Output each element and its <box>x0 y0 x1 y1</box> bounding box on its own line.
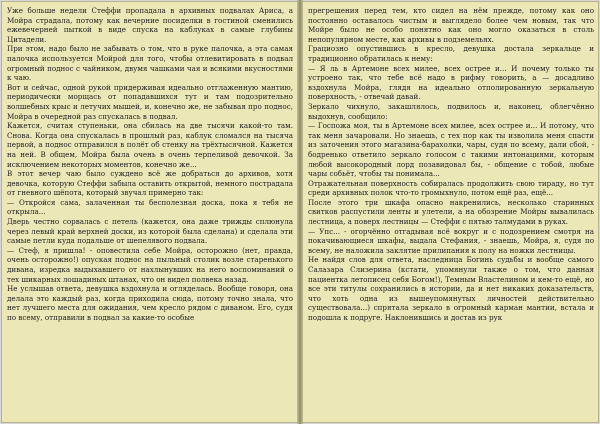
paragraph: — Откройся сама, залаченная ты бесполезная доска, пока я тебя не открыла... <box>7 197 293 217</box>
paragraph: Грациозно опустившись в кресло, девушка достала зеркальце и традиционно обратилась к нему: <box>308 44 594 63</box>
paragraph: Не найдя слов для ответа, наследница Богинь судьбы и вообще самого Салазара Слизерина (кстати, упомянули также о том, что данная пациентка летописец себя Богом!), Темным Властелином и кем-то ещё, но все эти титулы сохранились в истории, да и нет никаких доказательств, что хоть одна из вышеупомянутых личностей действительно существовала...) спрятала зеркало в огромный карман мантии, встала и подошла к подруге. Наклонившись и достав из рук <box>308 255 594 322</box>
paragraph: Вот и сейчас, одной рукой придерживая идеально отглаженную мантию, периодически морщась от попадавшихся тут и там подозрительно волшебных крыс и летучих мышей, и, конечно же, не забывая про поднос, Мойра в очередной раз спускалась в подвал. <box>7 82 293 121</box>
paragraph: — Стеф, я пришла! - оповестила себе Мойра, осторожно (нет, правда, очень осторожно!) опуская поднос на пыльный столик возле старенького дивана, изредка выдыхавшего от нахлынувших на него воспоминаний о тех шикарных лошадиных штанах, что он видел полвека назад. <box>7 245 293 284</box>
left-page <box>2 2 297 422</box>
paragraph: В этот вечер чаю было суждено всё же добраться до архивов, хотя девочка, которую Стеффи забыла оставить открытой, немного пострадала от гневного шёпота, который звучал примерно так: <box>7 169 293 198</box>
right-page-text <box>308 6 594 420</box>
paragraph: — Госпожа моя, ты в Артемоне всех милее, всех острее и... И потому, что так меня зачаровали. Но знаешь, с тех пор как ты изволила меня спасти из заточения этого магазина-барахолки, чары, судя по всему, дали сбой, - бодренько ответило зеркало голосом с такими интонациями, которым любой высокородный лорд позавидовал бы, - общение с тобой, любые чары собьёт, чтобы ты понимала... <box>308 121 594 179</box>
paragraph: При этом, надо было не забывать о том, что в руке палочка, а эта самая палочка используется Мойрой для того, чтобы отлевитировать в подвал огромный поднос с чайником, двумя чашками чая и всякими вкусностями к чаю. <box>7 44 293 83</box>
paragraph: прегрешения перед тем, кто сидел на нём прежде, потому как оно постоянно оставалось чистым и выглядело более чем новым, так что Мойре было не особо понятно как оно могло оказаться в столь непопулярном месте, как архивы в подземельях. <box>308 6 594 44</box>
paragraph: Не услышав ответа, девушка вздохнула и огляделась. Вообще говоря, она делала это каждый раз, когда приходила сюда, потому точно знала, что нет лучшего места для ожидания, чем кресло рядом с диваном. Его, судя по всему, отправили в подвал за какие-то особые <box>7 284 293 322</box>
paragraph: Кажется, считая ступеньки, она сбилась на две тысячи какой-то там. Снова. Когда она спускалась в прошлый раз, каблук сломался на тысяча первой, а поднос отправился в полёт об стенку на трёхтысячной. Кажется на ней. В общем, Мойра была очень в очень терпеливой девочкой. За исключением некоторых моментов, конечно же... <box>7 121 293 169</box>
paragraph: — Упс... - огорчённо отгадывая всё вокруг и с подозрением смотря на покачивающиеся шкафы, выдала Стефания, - знаешь, Мойра, я, судя по всему, не наложила заклятие прилипания к полу на ножки лестницы. <box>308 226 594 255</box>
paragraph: — Я ль в Артемоне всех милее, всех острее и... И почему только ты устроено так, что тебе всё надо в рифму говорить, а — досадливо вздохнула Мойра, глядя на идеально отполированную зеркальную поверхность, - отвечай давай. <box>308 63 594 102</box>
paragraph: После этого три шкафа опасно накренились, несколько старинных свитков распустили ленты и улетели, а на обозрение Мойры вывалилась лестница, а поверх лестницы — Стеффи с пятью талмудами в руках. <box>308 197 594 227</box>
left-page-text <box>7 6 293 420</box>
paragraph: Дверь честно сорвалась с петель (кажется, она даже трижды сплюнула через левый край верхней доски, из которой была сделана) и сделала эти самые петли куда подальше от шепелявого подвала. <box>7 217 293 246</box>
right-page <box>303 2 598 422</box>
paragraph: Уже больше недели Стеффи пропадала в архивных подвалах Ариса, а Мойра страдала, потому как вечерние посиделки в гостиной сменились ежевечерней пыткой в виде спуска на каблуках в самые глубины Цитадели. <box>7 6 293 44</box>
paragraph: Зеркало чихнуло, закашлялось, подвилось и, наконец, облегчённо выдохнув, сообщило: <box>308 101 594 121</box>
paragraph: Отражательная поверхность собиралась продолжить свою тираду, но тут среди архивных полок что-то громыхнуло, потом ещё раз, ещё... <box>308 178 594 198</box>
